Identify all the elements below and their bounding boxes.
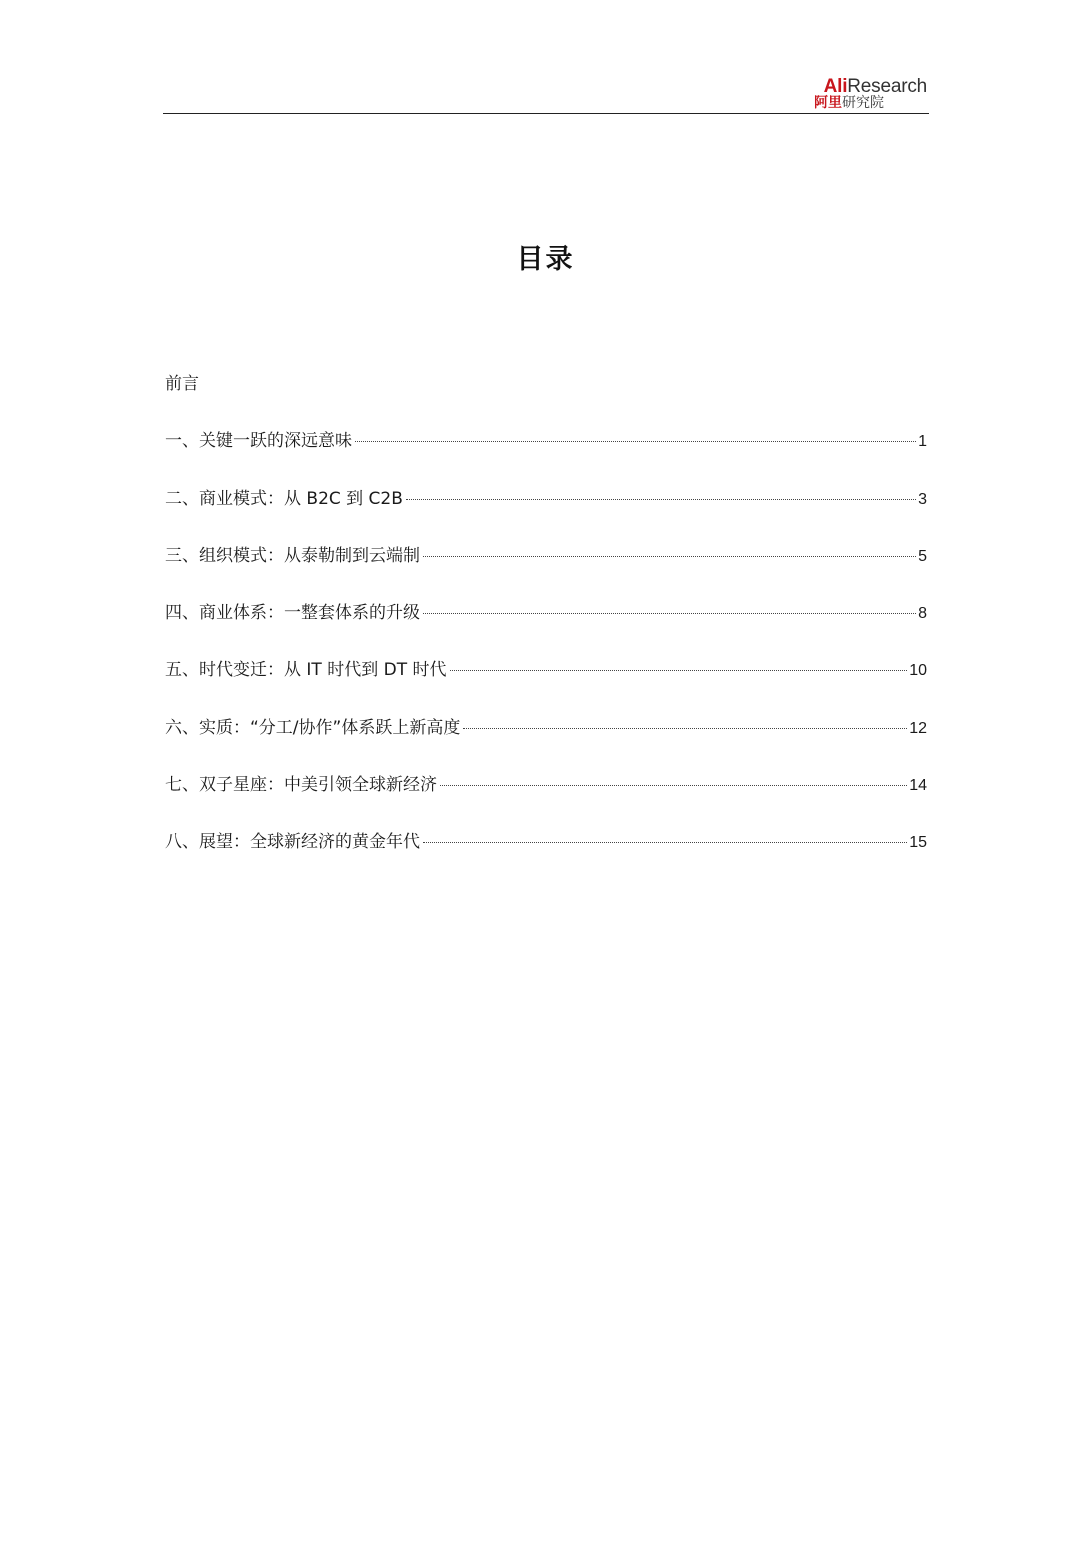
logo-chinese: [814, 95, 884, 111]
aliresearch-logo: [807, 77, 927, 113]
toc-entry-preface[interactable]: [165, 370, 927, 398]
page-title: 目录: [516, 244, 575, 275]
toc-page-number: 1: [918, 433, 927, 451]
toc-entry-label: 二、商业模式：从 B2C 到 C2B: [165, 488, 403, 509]
toc-entry-label: 一、关键一跃的深远意味: [165, 431, 352, 452]
toc-entry-label: 三、组织模式：从泰勒制到云端制: [165, 545, 420, 566]
logo-cn-brand-text: 阿里: [814, 95, 842, 111]
toc-page-number: 5: [918, 547, 927, 565]
logo-cn-rest-text: 研究院: [842, 95, 884, 111]
toc-entry[interactable]: [165, 771, 927, 799]
toc-entry[interactable]: [165, 542, 927, 570]
toc-dot-leader: [355, 441, 916, 442]
toc-page-number: 10: [909, 662, 927, 680]
toc-entry[interactable]: [165, 714, 927, 742]
toc-entry-label: 前言: [165, 374, 199, 394]
toc-dot-leader: [463, 728, 907, 729]
logo-research-text: Research: [847, 76, 927, 97]
toc-entry-label: 四、商业体系：一整套体系的升级: [165, 603, 420, 624]
toc-dot-leader: [450, 670, 908, 671]
toc-entry[interactable]: [165, 599, 927, 627]
toc-entry[interactable]: [165, 828, 927, 856]
toc-page-number: 14: [909, 777, 927, 795]
toc-page-number: 8: [918, 605, 927, 623]
toc-entry-label: 七、双子星座：中美引领全球新经济: [165, 775, 437, 796]
toc-entry-label: 八、展望：全球新经济的黄金年代: [165, 832, 420, 853]
toc-entry[interactable]: [165, 427, 927, 455]
toc-page-number: 15: [909, 834, 927, 852]
toc-dot-leader: [423, 556, 916, 557]
table-of-contents: [165, 370, 927, 886]
toc-page-number: 3: [918, 490, 927, 508]
logo-english: [824, 77, 927, 97]
toc-page-number: 12: [909, 719, 927, 737]
toc-dot-leader: [423, 613, 916, 614]
toc-entry-label: 五、时代变迁：从 IT 时代到 DT 时代: [165, 660, 447, 681]
page-header: [163, 70, 929, 114]
toc-dot-leader: [440, 785, 907, 786]
toc-dot-leader: [423, 842, 907, 843]
header-divider: [163, 113, 929, 114]
toc-entry[interactable]: [165, 485, 927, 513]
logo-ali-text: Ali: [823, 76, 848, 97]
toc-entry[interactable]: [165, 656, 927, 684]
toc-dot-leader: [406, 499, 916, 500]
toc-entry-label: 六、实质：“分工/协作”体系跃上新高度: [165, 717, 461, 738]
